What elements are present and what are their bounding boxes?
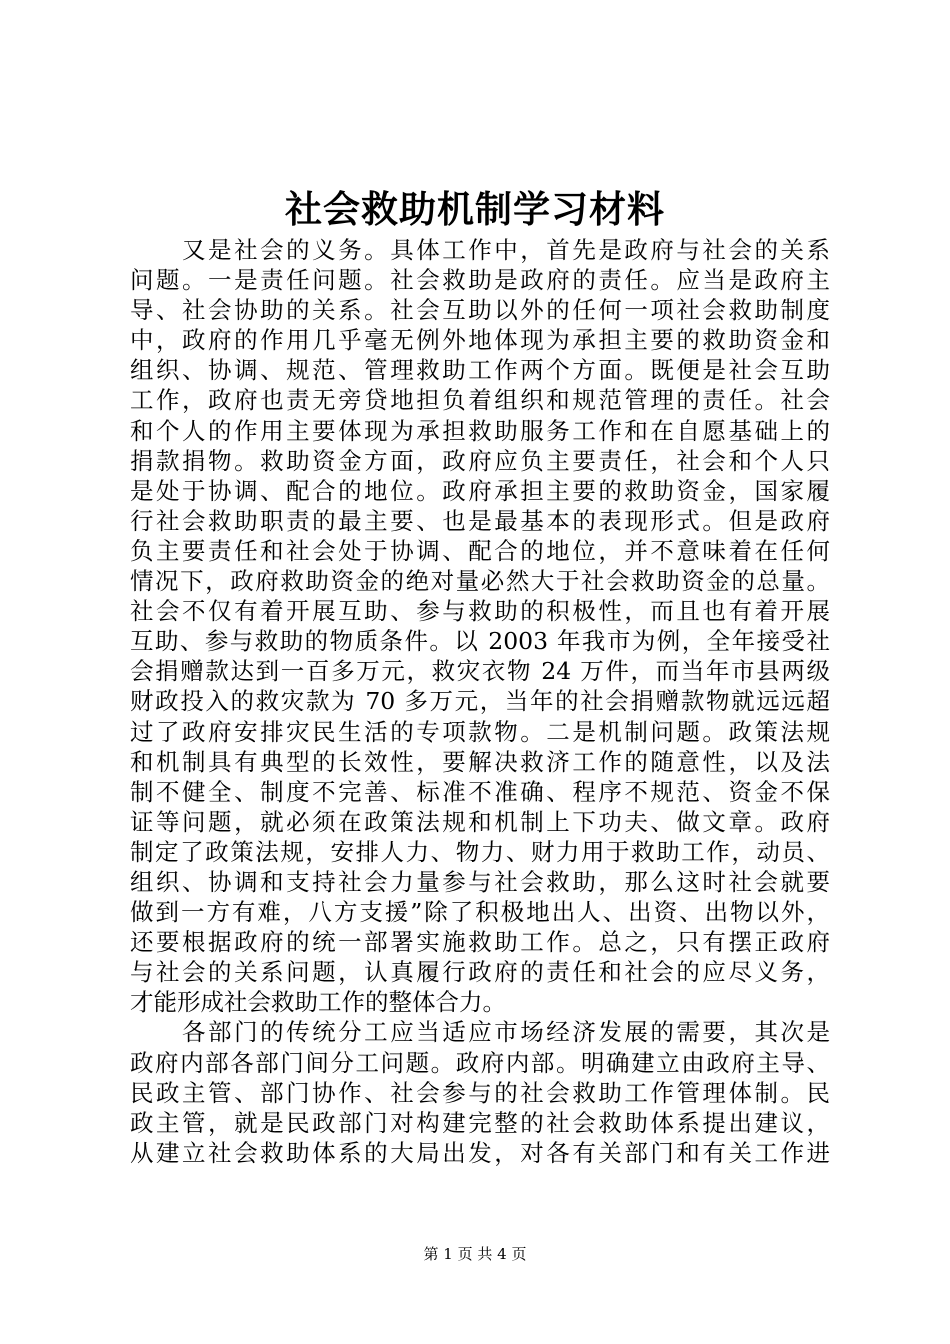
- text-line: 负主要责任和社会处于协调、配合的地位，并不意味着在任何: [130, 536, 830, 565]
- text-line: 互助、参与救助的物质条件。以 2003 年我市为例，全年接受社: [130, 627, 830, 656]
- text-line: 从建立社会救助体系的大局出发，对各有关部门和有关工作进: [130, 1138, 830, 1167]
- text-line: 中，政府的作用几乎毫无例外地体现为承担主要的救助资金和: [130, 326, 830, 355]
- text-line: 和机制具有典型的长效性，要解决救济工作的随意性，以及法: [130, 747, 830, 776]
- text-line: 导、社会协助的关系。社会互助以外的任何一项社会救助制度: [130, 296, 830, 325]
- text-line: 民政主管、部门协作、社会参与的社会救助工作管理体制。民: [130, 1078, 830, 1107]
- text-line: 社会不仅有着开展互助、参与救助的积极性，而且也有着开展: [130, 597, 830, 626]
- text-line: 组织、协调和支持社会力量参与社会救助，那么这时社会就要: [130, 867, 830, 896]
- paragraph: [130, 235, 830, 1017]
- document-body: [130, 235, 830, 1168]
- text-line: 各部门的传统分工应当适应市场经济发展的需要，其次是: [130, 1018, 830, 1047]
- text-line: 会捐赠款达到一百多万元，救灾衣物 24 万件，而当年市县两级: [130, 657, 830, 686]
- text-line: 行社会救助职责的最主要、也是最基本的表现形式。但是政府: [130, 506, 830, 535]
- text-line: 制定了政策法规，安排人力、物力、财力用于救助工作，动员、: [130, 837, 830, 866]
- text-line: 问题。一是责任问题。社会救助是政府的责任。应当是政府主: [130, 266, 830, 295]
- text-line: 过了政府安排灾民生活的专项款物。二是机制问题。政策法规: [130, 717, 830, 746]
- document-title: 社会救助机制学习材料: [285, 187, 665, 231]
- text-line: 才能形成社会救助工作的整体合力。: [130, 988, 506, 1017]
- text-line: 又是社会的义务。具体工作中，首先是政府与社会的关系: [130, 236, 830, 264]
- text-line: 制不健全、制度不完善、标准不准确、程序不规范、资金不保: [130, 777, 830, 806]
- page-number-footer: 第 1 页 共 4 页: [423, 1245, 527, 1263]
- text-line: 捐款捐物。救助资金方面，政府应负主要责任，社会和个人只: [130, 446, 830, 475]
- text-line: 工作，政府也责无旁贷地担负着组织和规范管理的责任。社会: [130, 386, 830, 415]
- text-line: 与社会的关系问题，认真履行政府的责任和社会的应尽义务，: [130, 958, 830, 987]
- text-line: 是处于协调、配合的地位。政府承担主要的救助资金，国家履: [130, 476, 830, 505]
- text-line: 财政投入的救灾款为 70 多万元，当年的社会捐赠款物就远远超: [130, 687, 830, 716]
- text-line: 做到一方有难，八方支援”除了积极地出人、出资、出物以外，: [130, 898, 830, 927]
- paragraph: [130, 1017, 830, 1167]
- text-line: 还要根据政府的统一部署实施救助工作。总之，只有摆正政府: [130, 928, 830, 957]
- text-line: 政主管，就是民政部门对构建完整的社会救助体系提出建议，: [130, 1108, 830, 1137]
- text-line: 证等问题，就必须在政策法规和机制上下功夫、做文章。政府: [130, 807, 830, 836]
- text-line: 和个人的作用主要体现为承担救助服务工作和在自愿基础上的: [130, 416, 830, 445]
- text-line: 政府内部各部门间分工问题。政府内部。明确建立由政府主导、: [130, 1048, 830, 1077]
- text-line: 情况下，政府救助资金的绝对量必然大于社会救助资金的总量。: [130, 567, 830, 596]
- text-line: 组织、协调、规范、管理救助工作两个方面。既便是社会互助: [130, 356, 830, 385]
